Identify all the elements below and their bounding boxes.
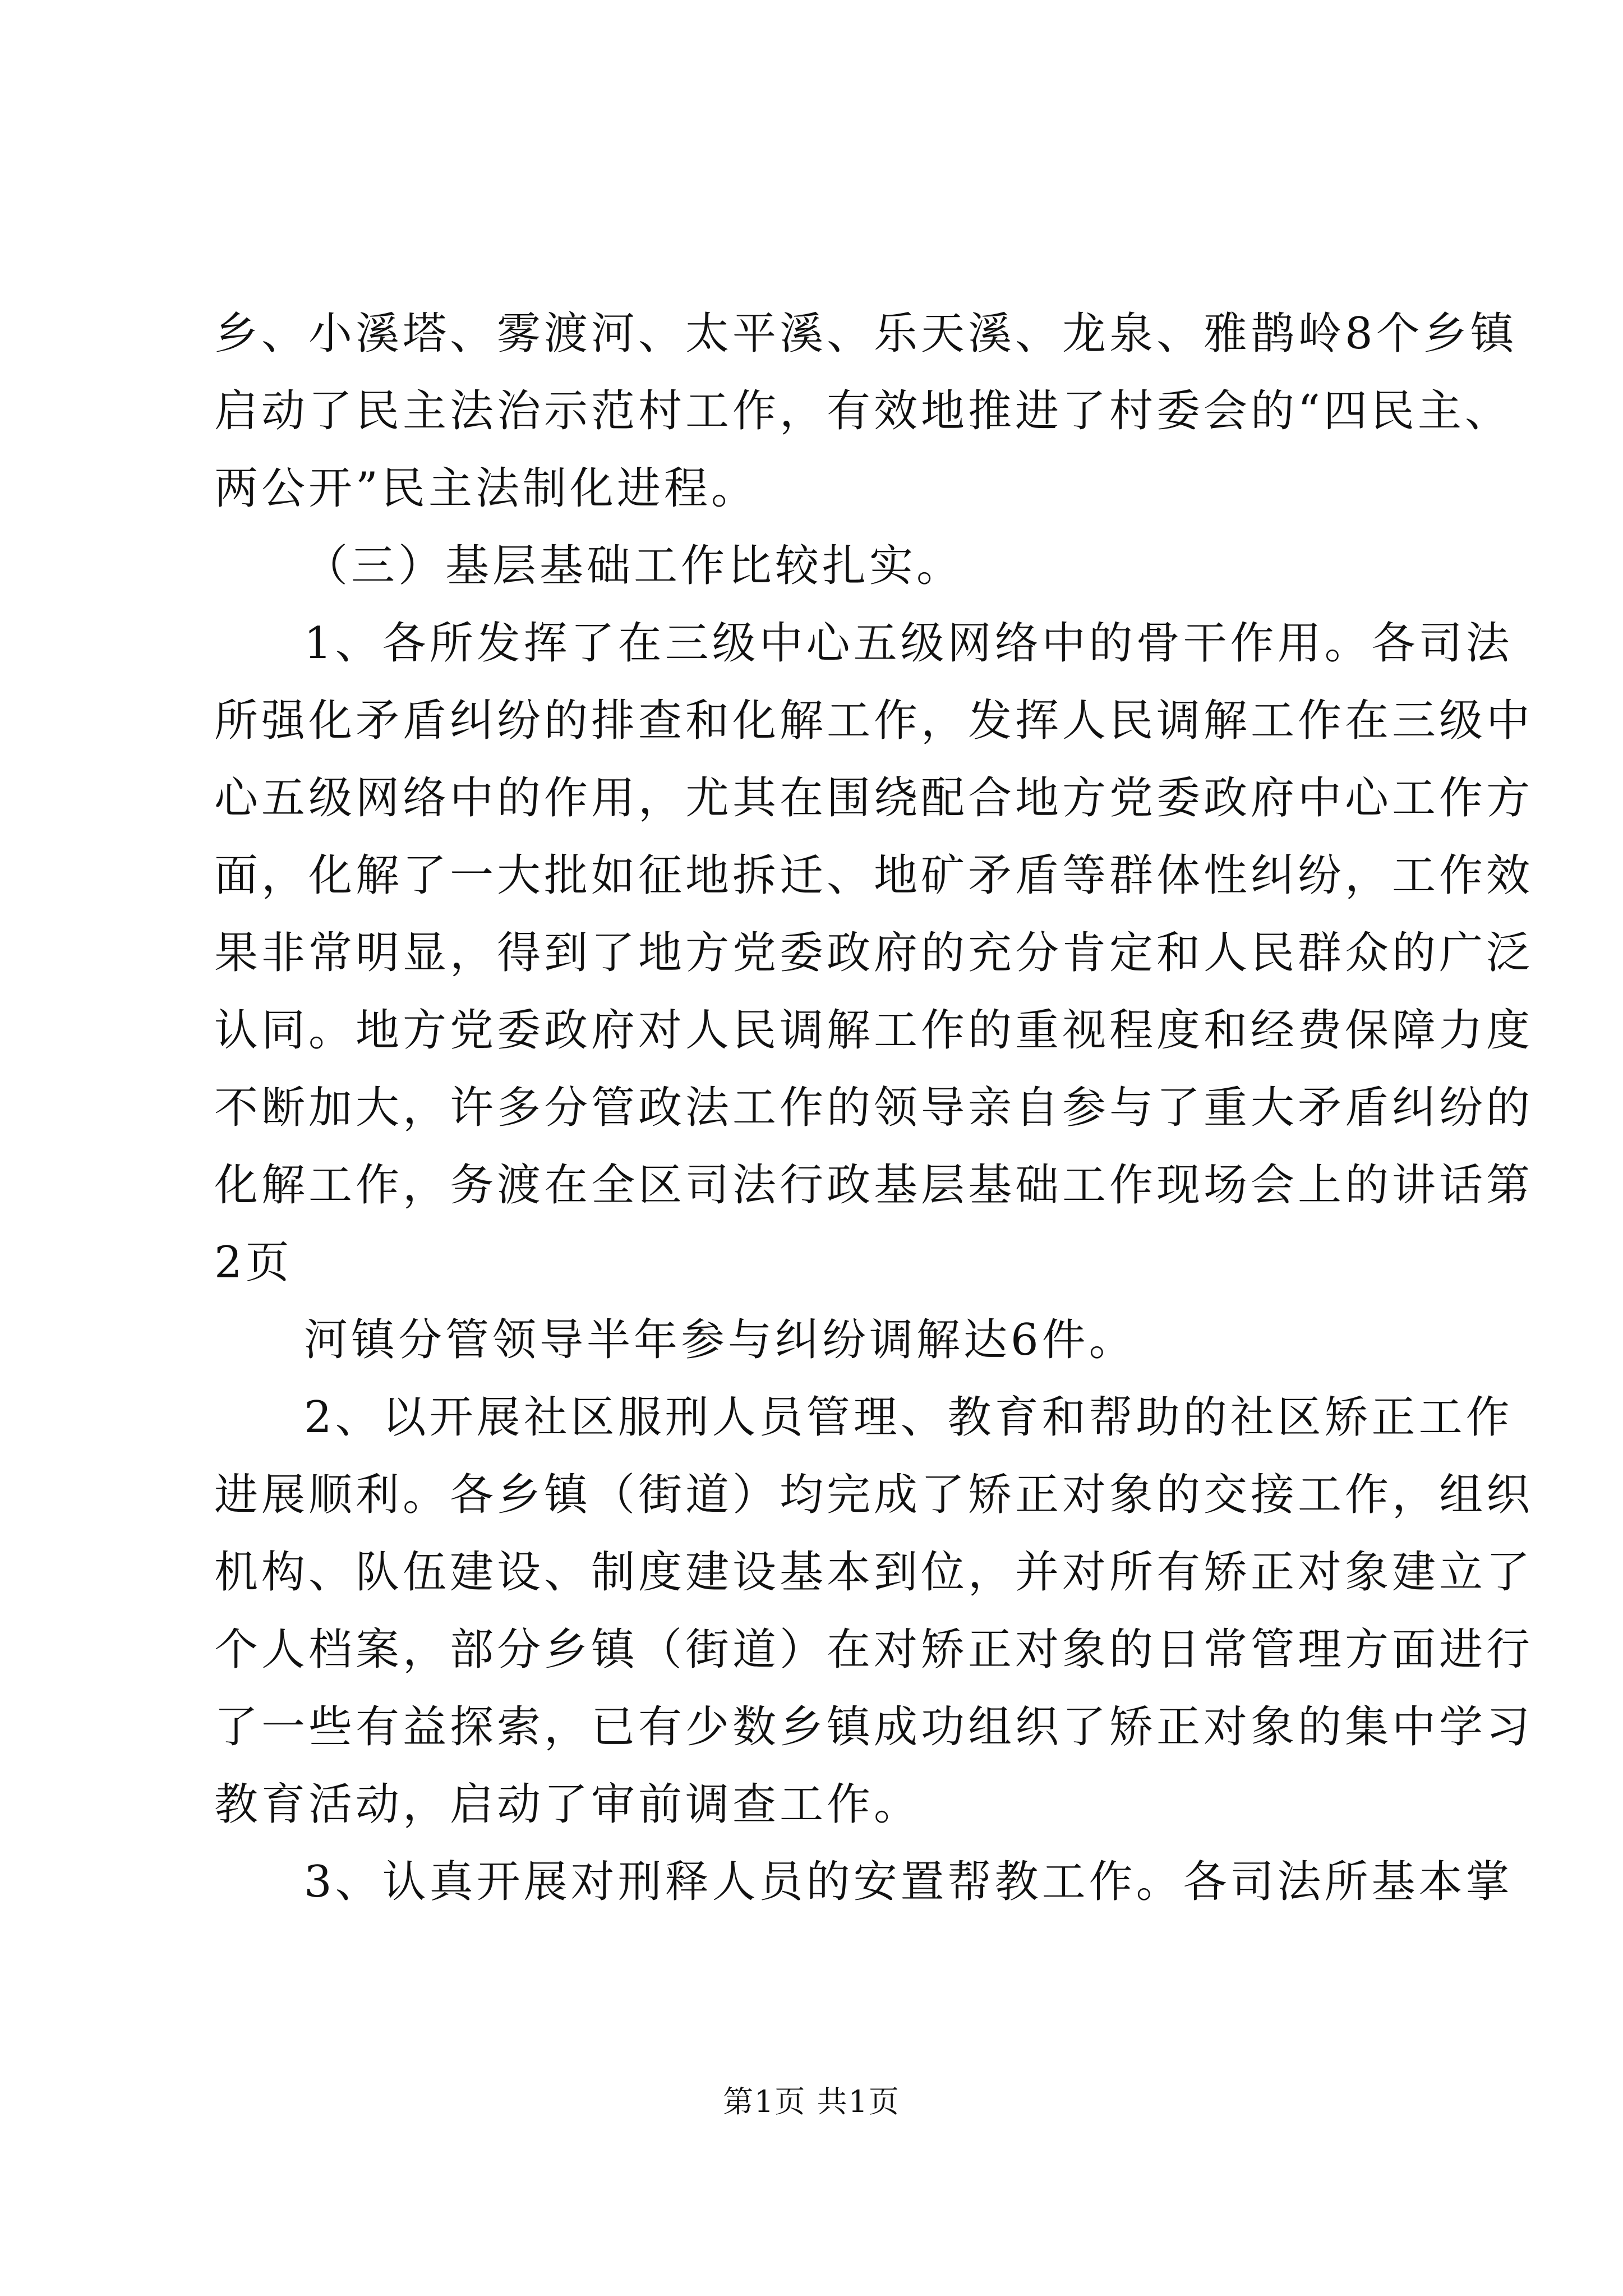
body-text-line: 进展顺利。各乡镇（街道）均完成了矫正对象的交接工作，组织 [214,1470,1534,1520]
body-text-line: 心五级网络中的作用，尤其在围绕配合地方党委政府中心工作方 [214,773,1534,823]
body-text-line: 乡、小溪塔、雾渡河、太平溪、乐天溪、龙泉、雅鹊岭8个乡镇 [214,309,1518,359]
body-text-line: 面，化解了一大批如征地拆迁、地矿矛盾等群体性纠纷，工作效 [214,850,1534,901]
body-text-line: 认同。地方党委政府对人民调解工作的重视程度和经费保障力度 [214,1005,1534,1056]
body-text-line: 果非常明显，得到了地方党委政府的充分肯定和人民群众的广泛 [214,928,1534,978]
body-text-line: 化解工作，务渡在全区司法行政基层基础工作现场会上的讲话第 [214,1160,1534,1211]
body-text-line: 2、以开展社区服刑人员管理、教育和帮助的社区矫正工作 [304,1392,1513,1443]
body-text-line: 机构、队伍建设、制度建设基本到位，并对所有矫正对象建立了 [214,1547,1534,1598]
body-text-line: 了一些有益探索，已有少数乡镇成功组织了矫正对象的集中学习 [214,1702,1534,1752]
body-text-line: 所强化矛盾纠纷的排查和化解工作，发挥人民调解工作在三级中 [214,696,1534,746]
body-text-line: 教育活动，启动了审前调查工作。 [214,1779,921,1830]
body-text-line: 不断加大，许多分管政法工作的领导亲自参与了重大矛盾纠纷的 [214,1083,1534,1133]
body-text-line: 河镇分管领导半年参与纠纷调解达6件。 [304,1315,1136,1365]
body-text-line: 启动了民主法治示范村工作，有效地推进了村委会的“四民主、 [214,386,1512,436]
body-text-line: 1、各所发挥了在三级中心五级网络中的骨干作用。各司法 [304,618,1513,669]
body-text-line: 个人档案，部分乡镇（街道）在对矫正对象的日常管理方面进行 [214,1625,1534,1675]
body-text-line: 两公开”民主法制化进程。 [214,463,758,514]
body-text-line: 3、认真开展对刑释人员的安置帮教工作。各司法所基本掌 [304,1857,1513,1907]
section-heading: （三）基层基础工作比较扎实。 [304,541,964,591]
page-marker: 2页 [214,1237,293,1288]
page-footer: 第1页 共1页 [723,2084,900,2119]
